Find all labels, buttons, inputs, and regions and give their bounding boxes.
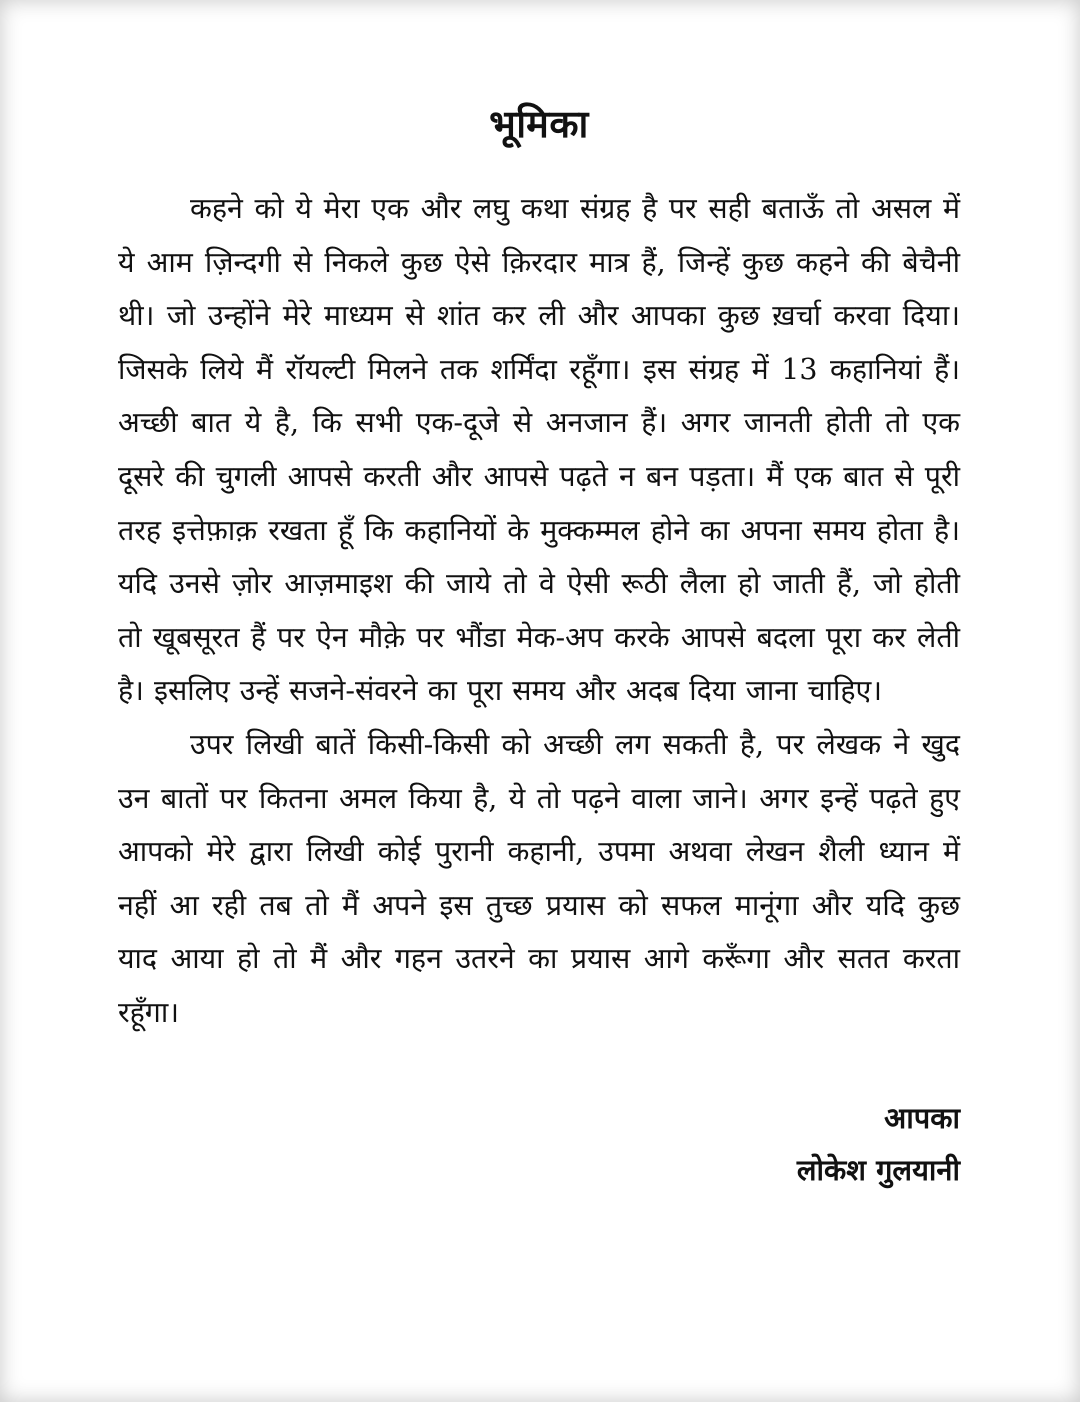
signature-closing: आपका [884, 1100, 960, 1135]
paragraph-2: उपर लिखी बातें किसी-किसी को अच्छी लग सकती है, पर लेखक ने खुद उन बातों पर कितना अमल किया है, ये तो पढ़ने वाला जाने। अगर इन्हें पढ़ते हुए आपको मेरे द्वारा लिखी कोई पुरानी कहानी, उपमा अथवा लेखन शैली ध्यान में नहीं आ रही तब तो मैं अपने इस तुच्छ प्रयास को सफल मानूंगा और यदि कुछ याद आया हो तो मैं और गहन उतरने का प्रयास आगे करूँगा और सतत करता रहूँगा। [118, 727, 960, 1029]
paragraph-1: कहने को ये मेरा एक और लघु कथा संग्रह है पर सही बताऊँ तो असल में ये आम ज़िन्दगी से निकले कुछ ऐसे क़िरदार मात्र हैं, जिन्हें कुछ कहने की बेचैनी थी। जो उन्होंने मेरे माध्यम से शांत कर ली और आपका कुछ ख़र्चा करवा दिया। जिसके लिये मैं रॉयल्टी मिलने तक शर्मिंदा रहूँगा। इस संग्रह में 13 कहानियां हैं। अच्छी बात ये है, कि सभी एक-दूजे से अनजान हैं। अगर जानती होती तो एक दूसरे की चुगली आपसे करती और आपसे पढ़ते न बन पड़ता। मैं एक बात से पूरी तरह इत्तेफ़ाक़ रखता हूँ कि कहानियों के मुक्कम्मल होने का अपना समय होता है। यदि उनसे ज़ोर आज़माइश की जाये तो वे ऐसी रूठी लैला हो जाती हैं, जो होती तो खूबसूरत हैं पर ऐन मौक़े पर भौंडा मेक-अप करके आपसे बदला पूरा कर लेती है। इसलिए उन्हें सजने-संवरने का पूरा समय और अदब दिया जाना चाहिए। [118, 192, 960, 708]
signature-block [118, 1092, 960, 1196]
signature-author: लोकेश गुलयानी [796, 1152, 960, 1187]
book-page [118, 96, 960, 1196]
page-title: भूमिका [489, 102, 589, 146]
